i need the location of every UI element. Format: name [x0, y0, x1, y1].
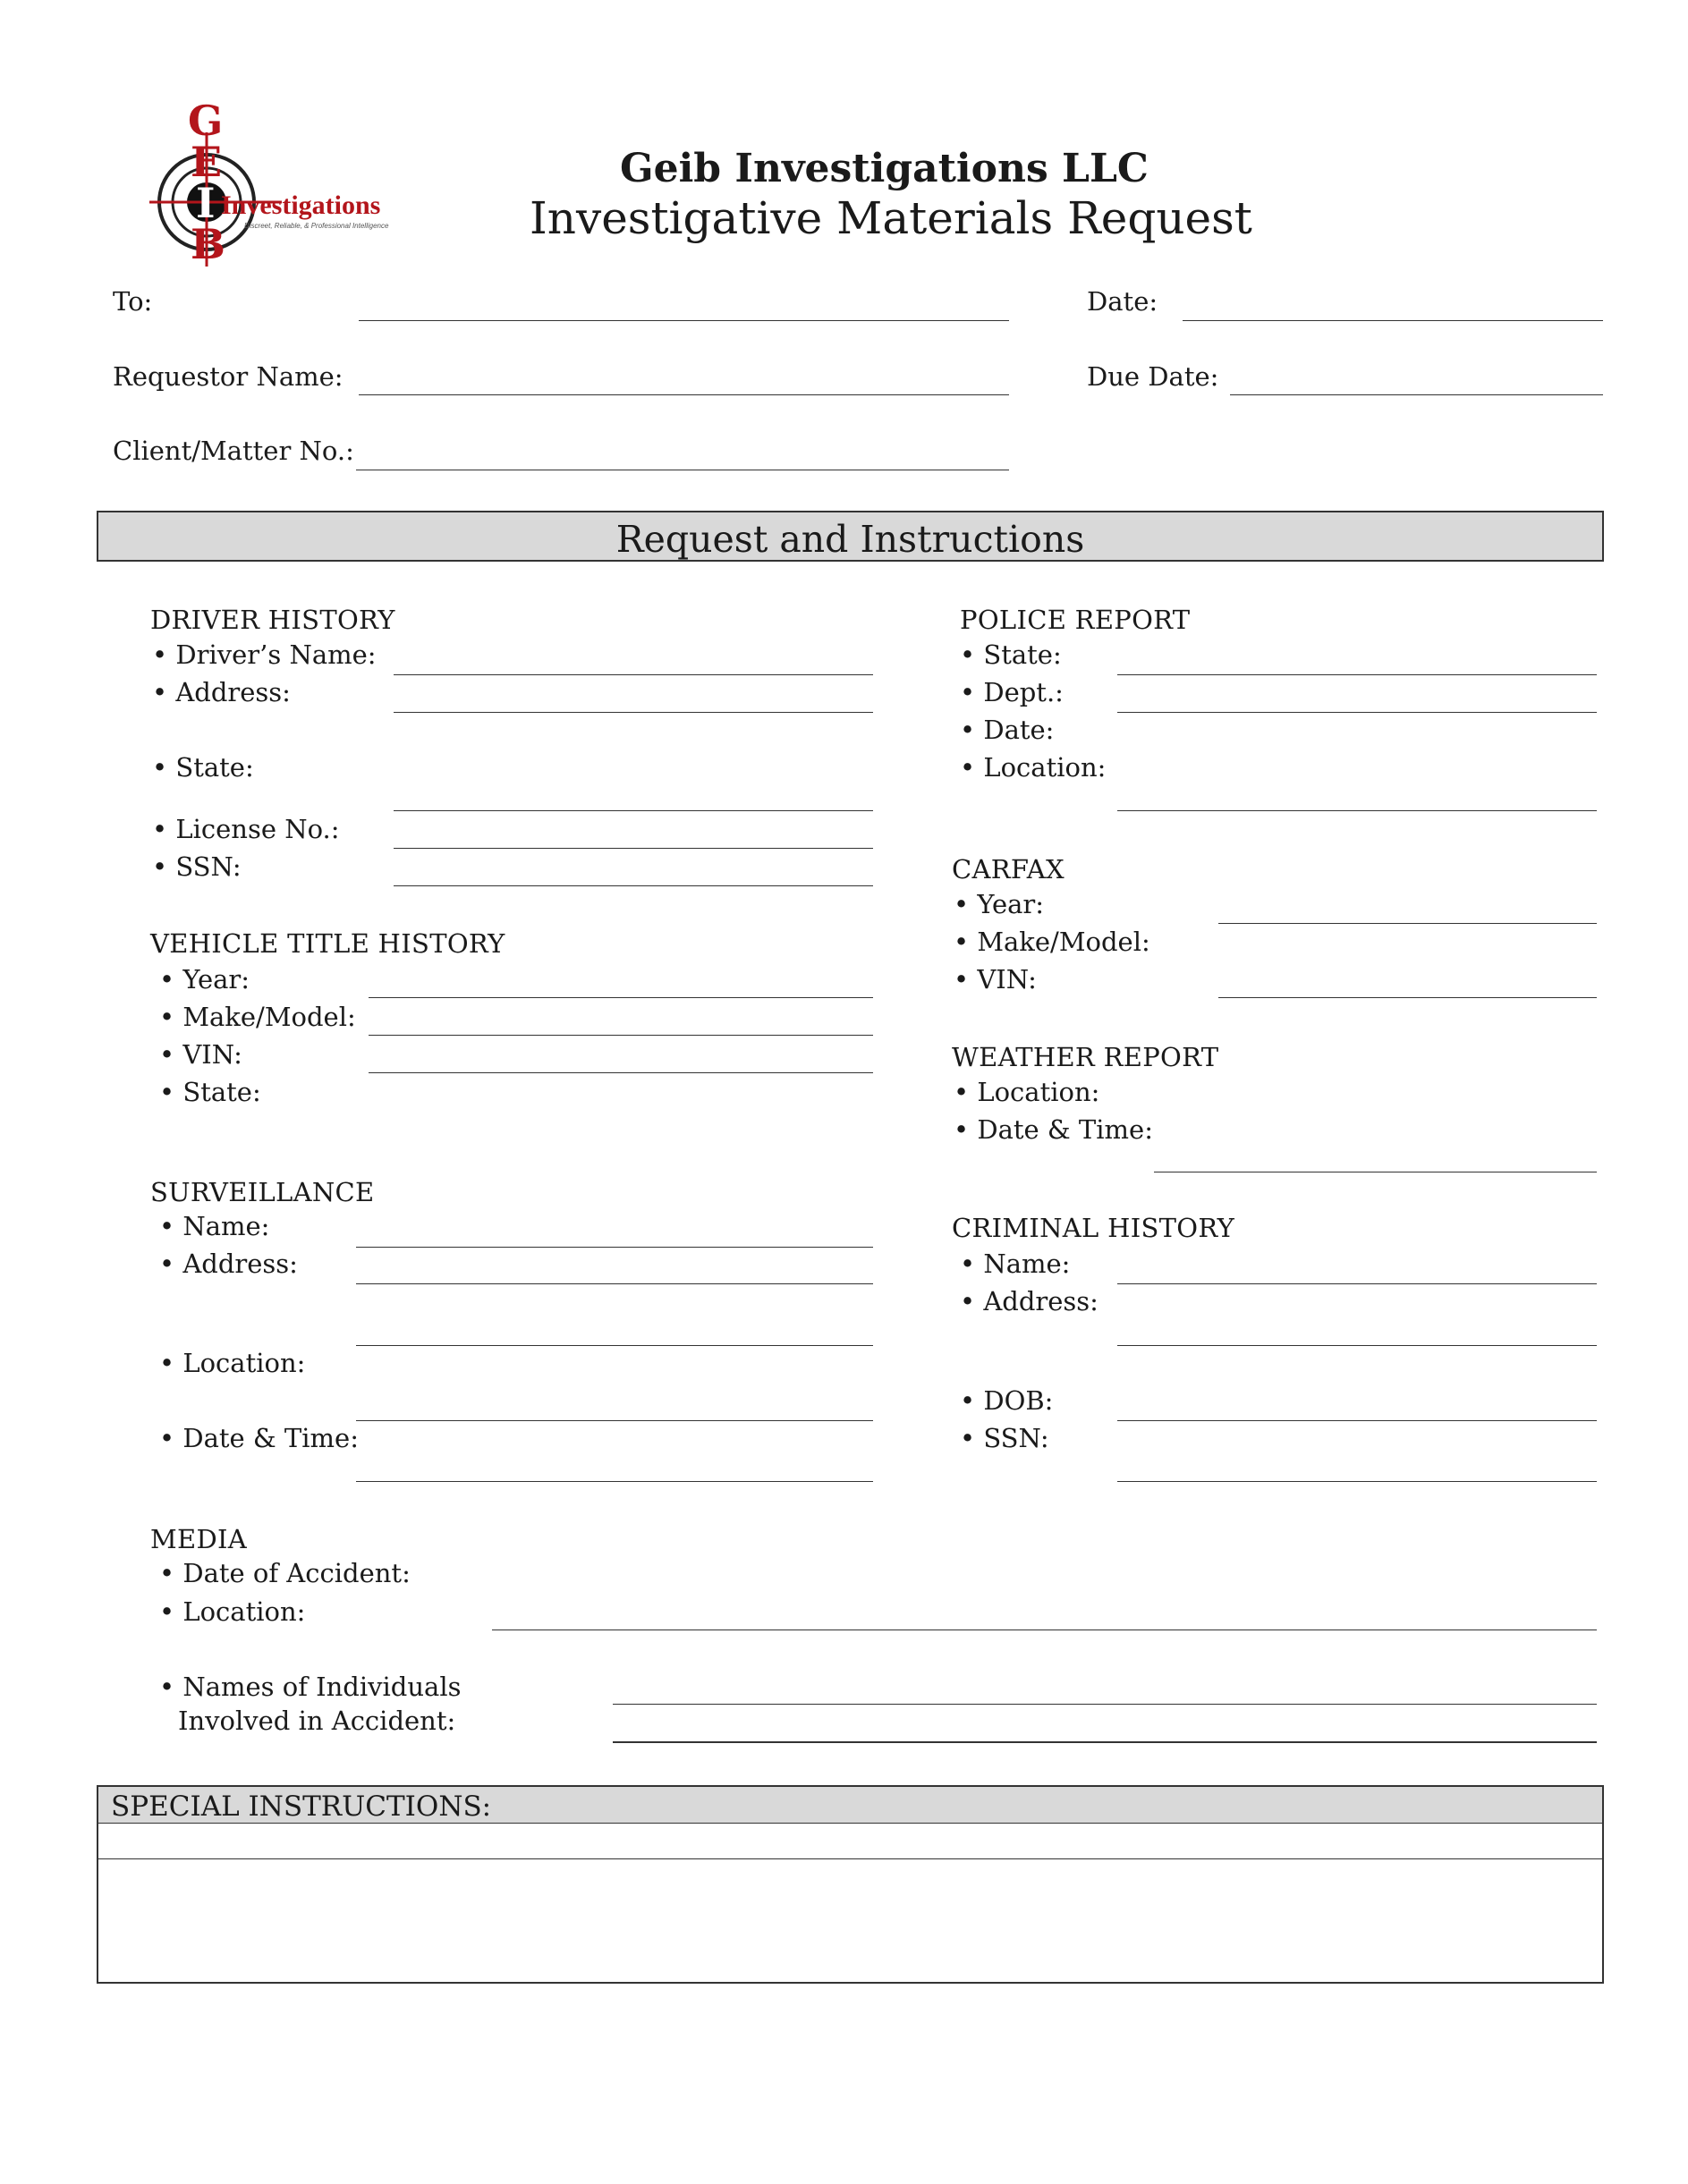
banner-title: Request and Instructions — [615, 518, 1085, 561]
surveillance-datetime-field[interactable] — [356, 1481, 873, 1482]
vehicle-year-label: • Year: — [159, 964, 250, 995]
criminal-ssn-label: • SSN: — [960, 1423, 1049, 1453]
police-dept-label: • Dept.: — [960, 677, 1064, 707]
carfax-title: CARFAX — [952, 854, 1065, 885]
criminal-address-field[interactable] — [1117, 1345, 1597, 1346]
surveillance-datetime-label: • Date & Time: — [159, 1423, 359, 1453]
driver-name-label: • Driver’s Name: — [152, 639, 377, 670]
criminal-name-label: • Name: — [960, 1249, 1071, 1279]
vehicle-title-history-title: VEHICLE TITLE HISTORY — [150, 928, 505, 959]
surveillance-name-field[interactable] — [356, 1247, 873, 1248]
criminal-name-field[interactable] — [1117, 1283, 1597, 1284]
criminal-history-title: CRIMINAL HISTORY — [952, 1213, 1235, 1243]
surveillance-title: SURVEILLANCE — [150, 1177, 375, 1207]
media-title: MEDIA — [150, 1524, 248, 1554]
license-no-label: • License No.: — [152, 814, 340, 844]
carfax-year-field[interactable] — [1218, 923, 1597, 924]
carfax-vin-field[interactable] — [1218, 997, 1597, 998]
requestor-field[interactable] — [359, 394, 1009, 395]
weather-report-title: WEATHER REPORT — [952, 1042, 1219, 1072]
carfax-year-label: • Year: — [954, 889, 1045, 919]
police-state-field[interactable] — [1117, 674, 1597, 675]
logo-letter-b: B — [191, 220, 225, 268]
requestor-label: Requestor Name: — [113, 361, 344, 392]
logo-word: Investigations — [221, 190, 381, 220]
criminal-ssn-field[interactable] — [1117, 1481, 1597, 1482]
criminal-dob-field[interactable] — [1117, 1420, 1597, 1421]
media-location-label: • Location: — [159, 1596, 306, 1627]
driver-state-field[interactable] — [394, 810, 873, 811]
criminal-dob-label: • DOB: — [960, 1385, 1054, 1416]
special-instructions-header — [98, 1787, 1602, 1824]
vehicle-vin-label: • VIN: — [159, 1039, 242, 1070]
client-matter-label: Client/Matter No.: — [113, 436, 354, 466]
weather-location-label: • Location: — [954, 1077, 1100, 1107]
weather-datetime-label: • Date & Time: — [954, 1114, 1153, 1145]
surveillance-name-label: • Name: — [159, 1211, 270, 1241]
due-date-field[interactable] — [1230, 394, 1603, 395]
carfax-vin-label: • VIN: — [954, 964, 1037, 995]
media-names-label-2: Involved in Accident: — [178, 1706, 456, 1736]
surveillance-address-label: • Address: — [159, 1249, 298, 1279]
vehicle-make-label: • Make/Model: — [159, 1002, 356, 1032]
special-instructions-title: SPECIAL INSTRUCTIONS: — [111, 1790, 492, 1823]
police-report-title: POLICE REPORT — [960, 605, 1191, 635]
org-name: Geib Investigations LLC — [620, 146, 1149, 191]
media-names-field-2[interactable] — [613, 1741, 1597, 1743]
driver-state-label: • State: — [152, 752, 254, 783]
police-date-label: • Date: — [960, 715, 1055, 745]
target-icon — [148, 97, 389, 267]
surveillance-address-field-2[interactable] — [356, 1345, 873, 1346]
surveillance-location-label: • Location: — [159, 1348, 306, 1378]
driver-name-field[interactable] — [394, 674, 873, 675]
media-names-label-1: • Names of Individuals — [159, 1672, 462, 1702]
surveillance-address-field[interactable] — [356, 1283, 873, 1284]
vehicle-vin-field[interactable] — [369, 1072, 873, 1073]
driver-ssn-label: • SSN: — [152, 851, 242, 882]
carfax-make-label: • Make/Model: — [954, 927, 1150, 957]
to-field[interactable] — [359, 320, 1009, 321]
surveillance-location-field[interactable] — [356, 1420, 873, 1421]
vehicle-make-field[interactable] — [369, 1035, 873, 1036]
police-dept-field[interactable] — [1117, 712, 1597, 713]
driver-address-field[interactable] — [394, 712, 873, 713]
media-names-field-1[interactable] — [613, 1704, 1597, 1705]
driver-ssn-field[interactable] — [394, 885, 873, 886]
special-instructions-line[interactable] — [98, 1858, 1602, 1859]
date-label: Date: — [1087, 286, 1158, 317]
driver-address-label: • Address: — [152, 677, 291, 707]
logo-letter-i: I — [196, 179, 216, 227]
logo-letter-e: E — [191, 138, 223, 186]
criminal-address-label: • Address: — [960, 1286, 1098, 1316]
special-instructions-box — [97, 1785, 1604, 1984]
to-label: To: — [113, 286, 153, 317]
police-location-field[interactable] — [1117, 810, 1597, 811]
police-location-label: • Location: — [960, 752, 1107, 783]
due-date-label: Due Date: — [1087, 361, 1219, 392]
license-no-field[interactable] — [394, 848, 873, 849]
document-title: Investigative Materials Request — [530, 192, 1252, 244]
company-logo — [148, 97, 389, 267]
vehicle-year-field[interactable] — [369, 997, 873, 998]
media-date-label: • Date of Accident: — [159, 1558, 411, 1588]
driver-history-title: DRIVER HISTORY — [150, 605, 395, 635]
date-field[interactable] — [1183, 320, 1603, 321]
request-instructions-banner — [97, 511, 1604, 562]
special-instructions-area[interactable] — [98, 1860, 1602, 1982]
logo-letter-g: G — [188, 97, 224, 145]
police-state-label: • State: — [960, 639, 1062, 670]
vehicle-state-label: • State: — [159, 1077, 261, 1107]
logo-tagline: Discreet, Reliable, & Professional Intelligence — [244, 222, 389, 230]
